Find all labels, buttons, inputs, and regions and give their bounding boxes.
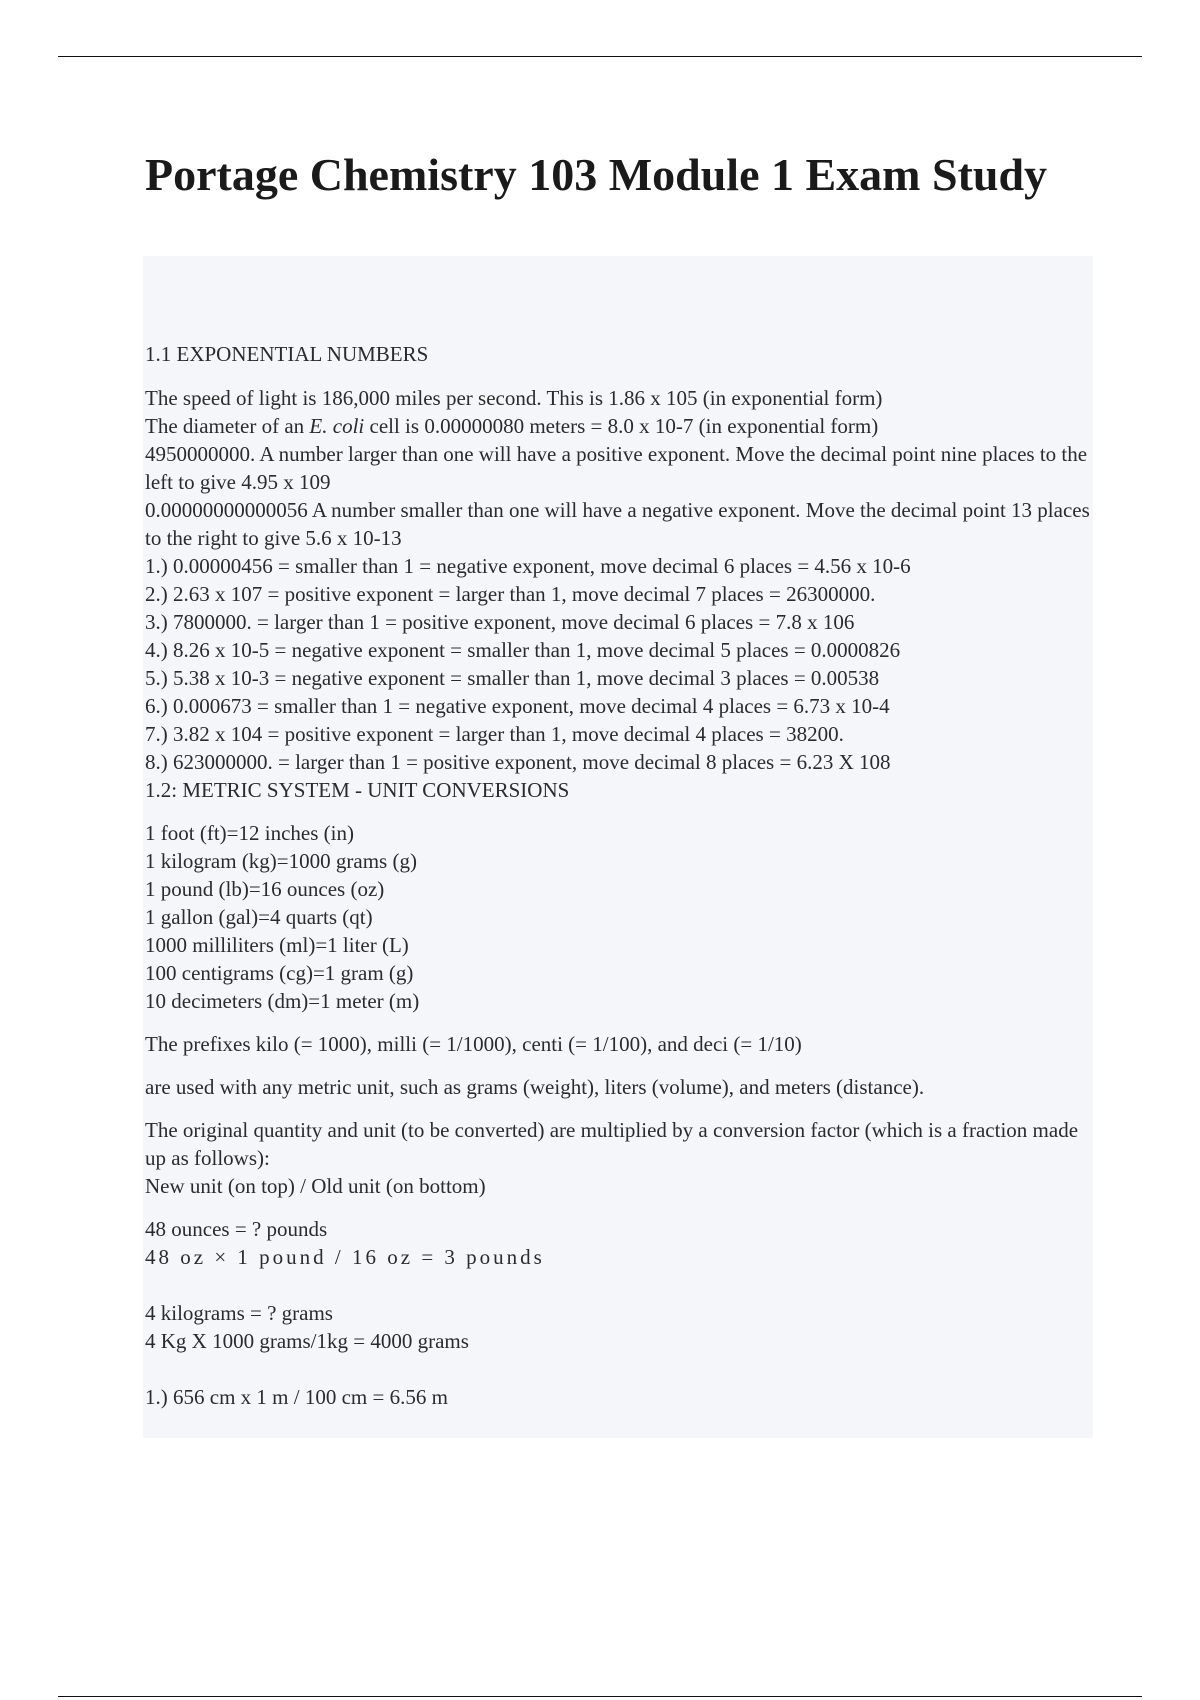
conversion-item: 1 kilogram (kg)=1000 grams (g) xyxy=(145,849,417,873)
conversion-item: 1 gallon (gal)=4 quarts (qt) xyxy=(145,905,373,929)
exponent-problem: 6.) 0.000673 = smaller than 1 = negative exponent, move decimal 4 places = 6.73 x 10-4 xyxy=(145,694,890,718)
document-body xyxy=(145,340,1090,1411)
conversion-item: 100 centigrams (cg)=1 gram (g) xyxy=(145,961,414,985)
conversion-item: 1 pound (lb)=16 ounces (oz) xyxy=(145,877,385,901)
exponent-problem: 8.) 623000000. = larger than 1 = positive exponent, move decimal 8 places = 6.23 X 108 xyxy=(145,750,891,774)
conversion-problem: 1.) 656 cm x 1 m / 100 cm = 6.56 m xyxy=(145,1385,448,1409)
exponent-problem: 2.) 2.63 x 107 = positive exponent = larger than 1, move decimal 7 places = 26300000. xyxy=(145,582,876,606)
ecoli-text: The diameter of an E. coli cell is 0.00000080 meters = 8.0 x 10-7 (in exponential form) xyxy=(145,414,879,438)
prefixes-text: The prefixes kilo (= 1000), milli (= 1/1000), centi (= 1/100), and deci (= 1/10) xyxy=(145,1032,802,1056)
example-work: 48 oz × 1 pound / 16 oz = 3 pounds xyxy=(145,1245,545,1269)
exponent-problem: 3.) 7800000. = larger than 1 = positive exponent, move decimal 6 places = 7.8 x 106 xyxy=(145,610,855,634)
section-heading-metric: 1.2: METRIC SYSTEM - UNIT CONVERSIONS xyxy=(145,778,570,802)
conversion-factor-text: The original quantity and unit (to be converted) are multiplied by a conversion factor (which is a fraction made up as follows): xyxy=(145,1118,1079,1170)
section-heading-exponential: 1.1 EXPONENTIAL NUMBERS xyxy=(145,342,429,366)
example-question: 4 kilograms = ? grams xyxy=(145,1301,333,1325)
header-rule xyxy=(58,56,1142,57)
exponent-problem: 1.) 0.00000456 = smaller than 1 = negative exponent, move decimal 6 places = 4.56 x 10-6 xyxy=(145,554,911,578)
exponent-problem: 5.) 5.38 x 10-3 = negative exponent = smaller than 1, move decimal 3 places = 0.00538 xyxy=(145,666,880,690)
conversion-item: 10 decimeters (dm)=1 meter (m) xyxy=(145,989,420,1013)
example-question: 48 ounces = ? pounds xyxy=(145,1217,328,1241)
small-number-example: 0.00000000000056 A number smaller than one will have a negative exponent. Move the decimal point 13 places to the right to give 5.6 x 10-13 xyxy=(145,498,1090,550)
large-number-example: 4950000000. A number larger than one will have a positive exponent. Move the decimal point nine places to the left to give 4.95 x 109 xyxy=(145,442,1088,494)
exponent-problem: 4.) 8.26 x 10-5 = negative exponent = smaller than 1, move decimal 5 places = 0.0000826 xyxy=(145,638,901,662)
example-work: 4 Kg X 1000 grams/1kg = 4000 grams xyxy=(145,1329,469,1353)
prefixes-usage-text: are used with any metric unit, such as grams (weight), liters (volume), and meters (distance). xyxy=(145,1075,925,1099)
conversion-item: 1000 milliliters (ml)=1 liter (L) xyxy=(145,933,409,957)
footer-rule xyxy=(58,1696,1142,1697)
exponent-problem: 7.) 3.82 x 104 = positive exponent = larger than 1, move decimal 4 places = 38200. xyxy=(145,722,844,746)
conversion-item: 1 foot (ft)=12 inches (in) xyxy=(145,821,354,845)
ecoli-italic: E. coli xyxy=(309,414,365,438)
new-over-old-text: New unit (on top) / Old unit (on bottom) xyxy=(145,1174,486,1198)
speed-of-light-text: The speed of light is 186,000 miles per second. This is 1.86 x 105 (in exponential form) xyxy=(145,386,883,410)
document-title: Portage Chemistry 103 Module 1 Exam Study xyxy=(145,149,1048,200)
